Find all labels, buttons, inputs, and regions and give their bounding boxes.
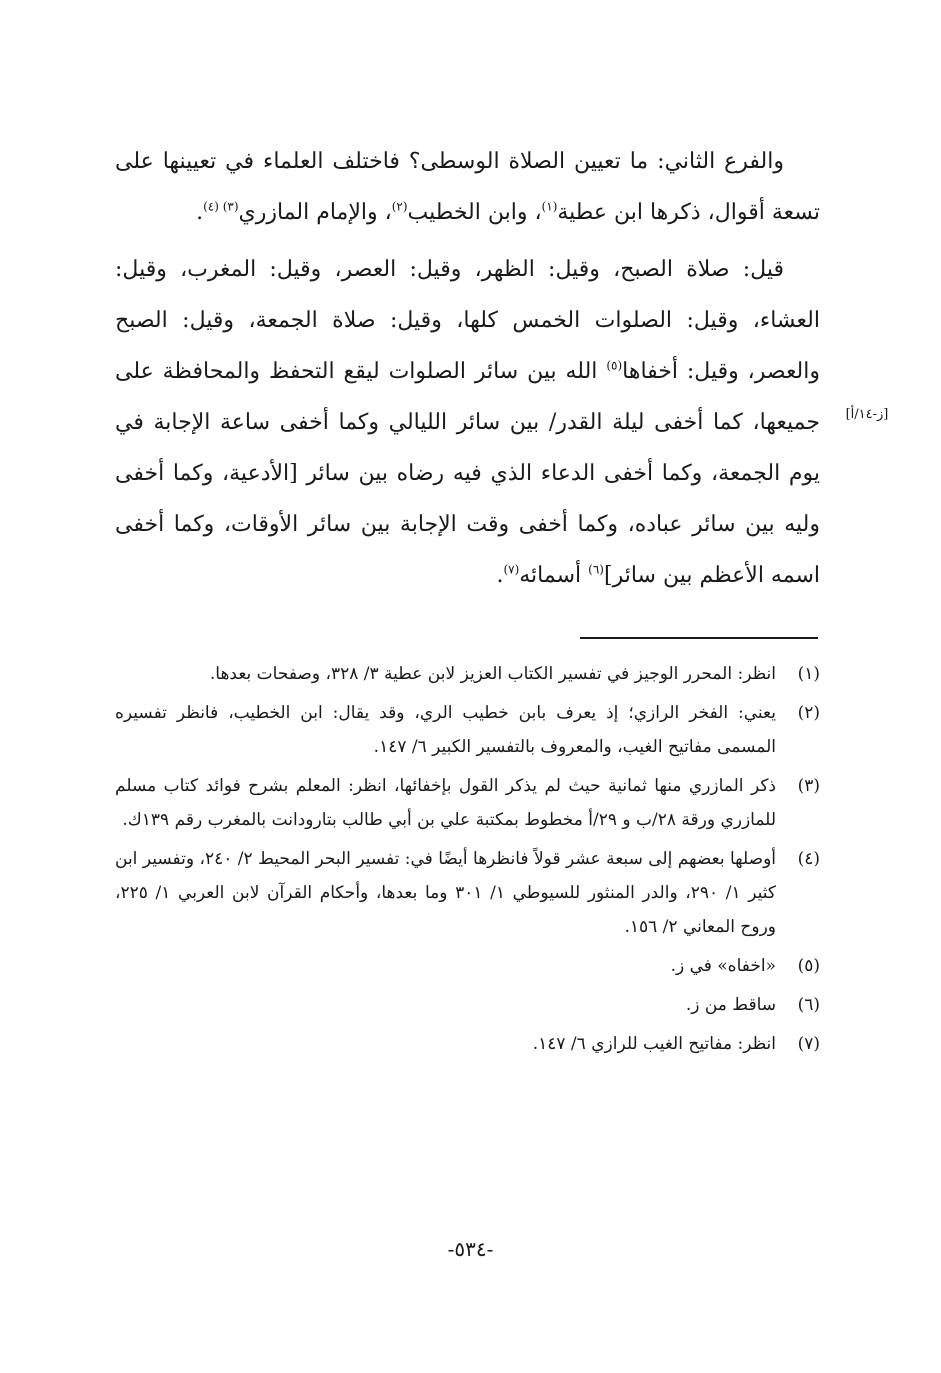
footnote-number: (٦) [797, 995, 820, 1015]
manuscript-folio-note: [ز-١٤/أ] [845, 407, 889, 422]
text-run: . [496, 563, 504, 588]
footnote-item [115, 696, 820, 764]
paragraph-1 [115, 136, 820, 238]
footnote-number: (٧) [797, 1034, 820, 1054]
footnote-text: انظر: المحرر الوجيز في تفسير الكتاب العزيز لابن عطية ٣/ ٣٢٨، وصفحات بعدها. [209, 664, 776, 684]
paragraph-2 [115, 244, 820, 601]
footnote-ref-6: (٦) [588, 562, 604, 577]
footnote-item [115, 769, 820, 837]
footnote-number: (٤) [797, 849, 820, 869]
text-run: أسمائه [519, 563, 589, 588]
text-run: ، والإمام المازري [238, 200, 392, 225]
footnote-text: ذكر المازري منها ثمانية حيث لم يذكر القول بإخفائها، انظر: المعلم بشرح فوائد كتاب مسلم للمازري ورقة ٢٨/ب و ٢٩/أ مخطوط بمكتبة علي بن أبي طالب بتارودانت بالمغرب رقم ١٣٩ك. [115, 776, 776, 830]
footnote-number: (٣) [797, 776, 820, 796]
footnotes-list [115, 657, 820, 1066]
footnote-item [115, 988, 820, 1022]
footnote-number: (٥) [797, 956, 820, 976]
footnote-ref-7: (٧) [503, 562, 520, 577]
footnote-item [115, 657, 820, 691]
footnote-separator [580, 637, 818, 639]
text-run: . [196, 200, 204, 225]
footnote-item [115, 842, 820, 944]
footnote-text: أوصلها بعضهم إلى سبعة عشر قولاً فانظرها أيضًا في: تفسير البحر المحيط ٢/ ٢٤٠، وتفسير ابن كثير ١/ ٢٩٠، والدر المنثور للسيوطي ١/ ٣٠١ وما بعدها، وأحكام القرآن لابن العربي ١/ ٢٢٥، وروح المعاني ٢/ ١٥٦. [115, 849, 777, 937]
text-run: ، وابن الخطيب [407, 200, 542, 225]
footnote-text: «اخفاه» في ز. [670, 956, 776, 976]
footnote-text: انظر: مفاتيح الغيب للرازي ٦/ ١٤٧. [532, 1034, 776, 1054]
text-run: والفرع الثاني: ما تعيين الصلاة الوسطى؟ فاختلف العلماء في تعيينها على تسعة أقوال، ذكرها ابن عطية [115, 149, 820, 225]
footnote-item [115, 949, 820, 983]
footnote-ref-3-4: (٣) (٤) [203, 199, 239, 214]
footnote-ref-2: (٢) [391, 199, 408, 214]
footnote-number: (١) [797, 664, 820, 684]
footnote-number: (٢) [797, 703, 820, 723]
footnote-item [115, 1027, 820, 1061]
main-text [115, 136, 820, 601]
text-run: قيل: صلاة الصبح، وقيل: الظهر، وقيل: العصر، وقيل: المغرب، وقيل: العشاء، وقيل: الصلوات الخمس كلها، وقيل: صلاة الجمعة، وقيل: الصبح والعصر، وقيل: أخفاها [115, 257, 820, 384]
page-number: -٥٣٤- [447, 1237, 494, 1261]
footnote-text: يعني: الفخر الرازي؛ إذ يعرف بابن خطيب الري، وقد يقال: ابن الخطيب، فانظر تفسيره المسمى مفاتيح الغيب، والمعروف بالتفسير الكبير ٦/ ١٤٧. [115, 703, 776, 757]
text-run: الله بين سائر الصلوات ليقع التحفظ والمحافظة على جميعها، كما أخفى ليلة القدر/ بين سائر الليالي وكما أخفى ساعة الإجابة في يوم الجمعة، وكما أخفى الدعاء الذي فيه رضاه بين سائر [الأدعية، وكما أخفى وليه بين سائر عباده، وكما أخفى وقت الإجابة بين سائر الأوقات، وكما أخفى اسمه الأعظم بين سائر] [115, 359, 820, 588]
footnote-text: ساقط من ز. [685, 995, 776, 1015]
footnote-ref-5: (٥) [606, 358, 623, 373]
footnote-ref-1: (١) [541, 199, 558, 214]
